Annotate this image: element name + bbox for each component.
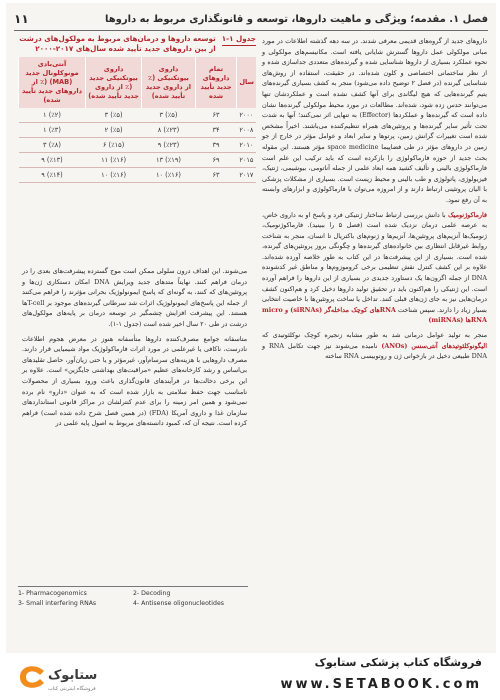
highlight-term: RNAهای کوچک مداخله‌گر (siRNAs) و micro RNAها (miRNAs) <box>262 305 487 325</box>
table-cell: (٪۱۶) ۱۰ <box>86 168 142 183</box>
col-header: آنتی‌بادی مونوکلونال جدید (MAB) (٪ از داروهای جدید تأیید شده) <box>19 57 86 108</box>
table-cell: ۶۳ <box>195 108 237 123</box>
table-cell: (٪۱۶) ۱۱ <box>86 153 142 168</box>
footnote: 4- Antisense oligonucleotides <box>133 600 224 607</box>
table-label: جدول ۱-۱ <box>222 34 256 46</box>
table-row <box>19 153 257 168</box>
table-cell: ۳۴ <box>195 123 237 138</box>
table-cell: (٪۲۳) ۸ <box>142 123 196 138</box>
footnote: 3- Small interfering RNAs <box>18 600 97 607</box>
col-header: داروی بیوتکنیکی (٪ از داروی جدید تأیید شده) <box>142 57 196 108</box>
store-url[interactable]: www.SETABOOK.com <box>280 677 482 692</box>
table-cell: ۶۹ <box>195 153 237 168</box>
paragraph-text: نامیده می‌شوند نیز جهت تکامل RNA و DNA طبیعی دخیل در بازخوانی ژن و روتوبیسی RNA ساخته <box>262 341 487 361</box>
right-column <box>262 36 487 366</box>
table-cell: (٪۱۴) ۹ <box>19 168 86 183</box>
paragraph: می‌شوند. این اهداف درون سلولی ممکن است موج گسترده پیشرفت‌های بعدی را در درمان فراهم کنند. نهایتاً متدهای جدید ویرایش DNA امکان دستکاری ژن‌ها و پروتئین‌های که کنند، به گونه‌ای که پاسخ ایمونولوژیک بحرانی مؤثرند را فراهم می‌کنند از جمله این پاسخ‌های ایمونولوژیک اثرات شد سرطانی گیرنده‌های موجود بر T-cellها هستند. این پیشرفت افزایش چشمگیر در توسعه درمان بر پایه‌های مولکول‌های درشت در طی ۲۰ سال اخیر شده است (جدول ۱-۱). <box>22 267 247 328</box>
table-cell: ۲۰۰۸ <box>237 123 256 138</box>
table-caption <box>18 34 256 54</box>
paragraph <box>262 210 487 327</box>
page-number: ۱۱ <box>14 12 29 26</box>
store-name: فروشگاه کتاب پزشکی ستابوک <box>314 656 482 669</box>
paragraph <box>262 330 487 362</box>
col-header: داروی بیوتکنیکی جدید (٪ از داروی جدید تأیید شده) <box>86 57 142 108</box>
col-header: تمام داروهای جدید تأیید شده <box>195 57 237 108</box>
data-table <box>18 57 256 183</box>
table-cell: (٪۵) ۳ <box>142 108 196 123</box>
setabook-logo <box>14 659 98 695</box>
logo-subtext: فروشگاه اینترنتی کتاب <box>48 686 96 692</box>
paragraph: متاسفانه جوامع مصرف‌کننده داروها متأسفانه هنوز در معرض هجوم اطلاعات نادرست، ناکافی یا غیرعلمی در مورد اثرات فارماکولوژیک مواد شیمیایی قرار دارند. مصرف داروهایی با هزینه‌های سرسام‌آور، غیرمؤثر و یا حتی زیان‌آور، حاصل تقلیدهای بی‌اساس و رشد کارخانه‌های عظیم «مراقبت‌های بهداشتی جایگزین» است. علاوه بر این برخی دخالت‌ها در فرآیندهای قانون‌گذاری باعث ورود بسیاری از محصولات نامناسب جهت حفظ سلامتی به بازار شده است که به عنوان «دارو» نام برده نمی‌شود و همین امر زمینه را برای عدم کنترلشان در مراکز قانونی استانداردهای سازمان غذا و داروی آمریکا (FDA) (در همین فصل شرح داده شده است) فراهم کرده است. نتیجه آن که، کمبود دانسته‌های مربوط به اصول پایه علمی در <box>22 334 247 428</box>
table-cell: (٪۱۹) ۱۳ <box>142 153 196 168</box>
table-cell: ۲۰۰۰ <box>237 108 256 123</box>
table-cell: (٪۸) ۳ <box>19 138 86 153</box>
table-cell: ۶۳ <box>195 168 237 183</box>
paragraph: داروهای جدید از گروه‌های قدیمی معرفی شدند. در سه دهه گذشته اطلاعات در مورد مبانی مولکولی عمل داروها گسترش شایانی یافته است. مکانیسم‌های مولکولی و نحوه عملکرد بسیاری از داروها شناسایی شده و گیرنده‌های متعددی جداسازی شده و از نظر ساختمانی اختصاصی و کلون شده‌اند. در حقیقت، استفاده از روش‌های شناسایی گیرنده (در فصل ۲ توضیح داده می‌شود) منجر به کشف بسیاری گیرنده‌های یتیم گیرنده‌هایی که هیچ لیگاندی برای آنها کشف نشده است و عملکردشان تنها می‌توانند حدس زده شود، شده‌اند. مطالعات در مورد محیط مولکولی گیرنده‌ها نشان داده است که گیرنده‌ها و عملکردها (Effector) به تنهایی اثر نمی‌کنند؛ آنها به شدت تحت تأثیر سایر گیرنده‌ها و پروتئین‌های همراه تنظیم‌کننده می‌باشند. اخیراً مشخص شده است تغییرات گرانش زمین، پرتوها و سایر ابعاد و عوامل مؤثر در خارج از جو زمین در داروهای مؤثر در طی فضاپیما space medicine مؤثر هستند. این مقوله بحث جدید از حوزه فارماکولوژی را بازکرده است که باید ترکیب این علم است فارماکولوژی بالینی و تألیف کشید همه ابعاد علمی از جمله آناتومی، بیوشیمی، ژنتیک، فیزیولوژی، پاتولوژی و طب بالینی و محیط زیست است. بسیاری از مشکلات پزشکی با الیان پروتئینی ارتباط دارند و از امروزه می‌توان با فارماکولوژی و ابزارهای وابسته به آن رفع نمود. <box>262 37 488 204</box>
footnotes <box>18 586 248 607</box>
table-row <box>19 138 257 153</box>
table-caption-text: توسعه داروها و درمان‌های مربوط به مولکول‌های درشت از بین داروهای جدید تأیید شده سال‌های ۲۰۱۷-۲۰۰۰ <box>19 34 216 53</box>
table-cell: ۳۹ <box>195 138 237 153</box>
table-1-1 <box>18 34 256 183</box>
table-row <box>19 108 257 123</box>
page-header <box>14 8 488 31</box>
col-header: سال <box>237 57 256 108</box>
highlight-term: فارماکوژنومیک <box>447 210 487 219</box>
footnote: 2- Decoding <box>133 590 171 597</box>
table-cell: ۲۰۱۵ <box>237 153 256 168</box>
logo-text: ستابوک <box>48 668 98 683</box>
table-cell: (٪۱۶) ۱۰ <box>142 168 196 183</box>
footnote: 1- Pharmacogenomics <box>18 590 87 597</box>
paragraph-text: با دانش بررسی ارتباط ساختار ژنتیکی فرد و پاسخ او به داروی خاص، به عرصه علمی درمان نزدیک شده است (فصل ۵ را ببینید). فارماکوژنومیک، ژنومیک‌ها آنزیم‌های پروتئین‌ها، آنزیم‌ها و ژنوم‌های باکتریال تا انسان، منجر به شناخت روابط غیرقابل انتظاری بین خانواده‌های گیرنده‌ها و چگونگی بروز پروتئین‌های گیرنده، شده است. بسیاری از این پیشرفت‌ها در این کتاب به طور خلاصه آورده شده‌اند. علاوه بر این کشف کنترل نقش تنظیمی برخی کروموزوم‌ها و مناطق غیر کدشونده DNA از جمله اگزون‌ها یک دستاورد جدیدی در بسیاری از این داروها را فراهم آورده است. این ژنتیکی را هم‌اکنون باید در تحقیق تولید داروها دخیل کرد و هم‌اکنون کشف درمان‌هایی نیز به جای ژن‌های قبلی کنند. تداخل یا ساخت پروتئین‌ها با خاصیت انتخابی بسیار زیاد را دارند. سپس شناخت <box>262 210 487 314</box>
table-row <box>19 123 257 138</box>
table-row <box>19 168 257 183</box>
table-cell: (٪۱۵) ۶ <box>86 138 142 153</box>
table-cell: (٪۵) ۳ <box>86 108 142 123</box>
table-cell: (٪۲۳) ۹ <box>142 138 196 153</box>
table-cell: (٪۱۳) ۹ <box>19 153 86 168</box>
left-column <box>22 266 247 433</box>
table-cell: (٪۲) ۱ <box>19 108 86 123</box>
highlight-term: الیگونوکلئوتیدهای آنتی‌سنس (ANOs) <box>381 341 487 350</box>
table-cell: (٪۳) ۱ <box>19 123 86 138</box>
chapter-title: فصل ۱. مقدمه؛ ویژگی و ماهیت داروها، توسعه و قانونگذاری مربوط به داروها <box>104 13 488 25</box>
paragraph-text: منجر به تولید عوامل درمانی شد به طور مشابه زنجیره کوچک نوکلئوتیدی که <box>262 331 487 340</box>
table-cell: ۲۰۱۷ <box>237 168 256 183</box>
table-header-row <box>19 57 257 108</box>
table-cell: ۲۰۱۰ <box>237 138 256 153</box>
table-cell: (٪۵) ۲ <box>86 123 142 138</box>
